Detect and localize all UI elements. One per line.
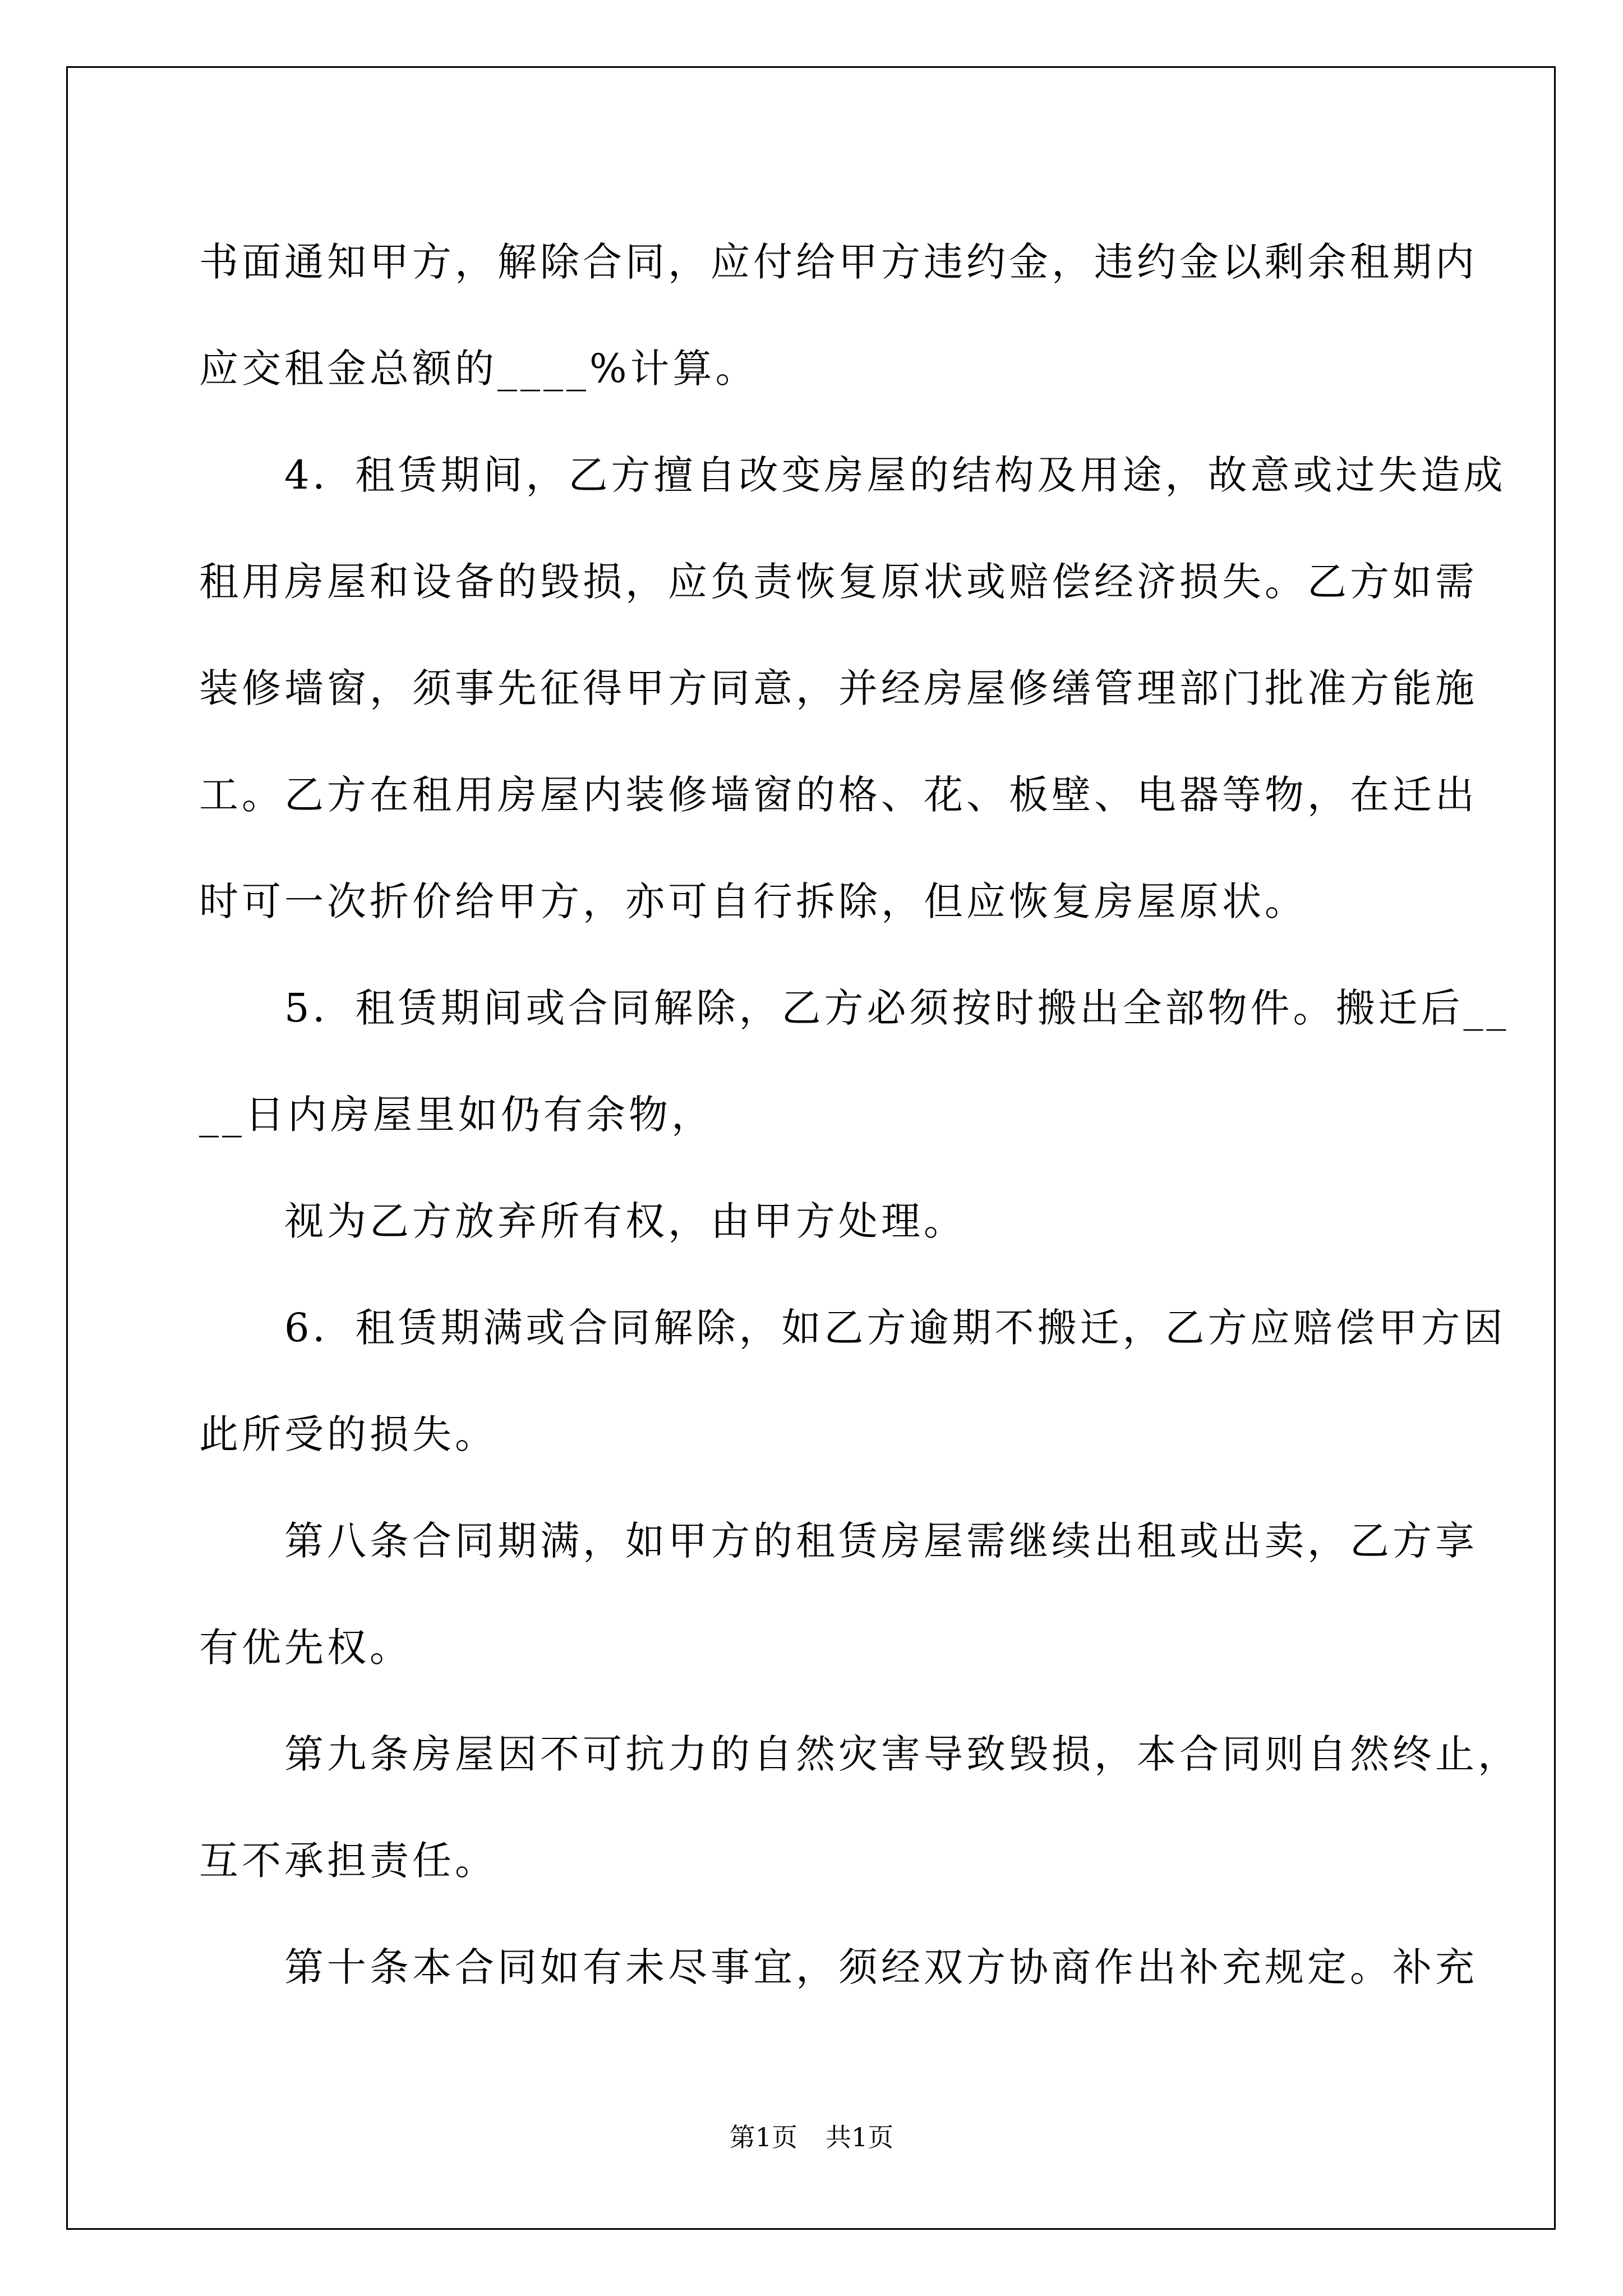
- text-line: 互不承担责任。: [199, 1838, 497, 1884]
- text-line: 视为乙方放弃所有权，由甲方处理。: [284, 1198, 966, 1244]
- text-line: 租用房屋和设备的毁损，应负责恢复原状或赔偿经济损失。乙方如需: [199, 559, 1478, 605]
- text-line: 应交租金总额的____%计算。: [199, 346, 758, 392]
- text-line: 第九条房屋因不可抗力的自然灾害导致毁损，本合同则自然终止，: [284, 1731, 1520, 1777]
- text-line: 书面通知甲方，解除合同，应付给甲方违约金，违约金以剩余租期内: [199, 239, 1478, 285]
- text-line: 工。乙方在租用房屋内装修墙窗的格、花、板壁、电器等物，在迁出: [199, 772, 1478, 818]
- document-body: [199, 209, 1520, 2021]
- text-line: 4．租赁期间，乙方擅自改变房屋的结构及用途，故意或过失造成: [284, 452, 1506, 498]
- page-total: 共1页: [826, 2122, 894, 2152]
- text-line: 装修墙窗，须事先征得甲方同意，并经房屋修缮管理部门批准方能施: [199, 665, 1478, 711]
- text-line: __日内房屋里如仍有余物，: [199, 1092, 714, 1138]
- text-line: 第十条本合同如有未尽事宜，须经双方协商作出补充规定。补充: [284, 1944, 1478, 1990]
- page-number: 第1页: [729, 2122, 797, 2152]
- text-line: 第八条合同期满，如甲方的租赁房屋需继续出租或出卖，乙方享: [284, 1518, 1478, 1564]
- text-line: 有优先权。: [199, 1625, 412, 1671]
- text-line: 时可一次折价给甲方，亦可自行拆除，但应恢复房屋原状。: [199, 878, 1307, 924]
- page-footer: [0, 2120, 1623, 2154]
- text-line: 5．租赁期间或合同解除，乙方必须按时搬出全部物件。搬迁后__: [284, 985, 1510, 1031]
- text-line: 此所受的损失。: [199, 1411, 497, 1457]
- text-line: 6．租赁期满或合同解除，如乙方逾期不搬迁，乙方应赔偿甲方因: [284, 1305, 1506, 1351]
